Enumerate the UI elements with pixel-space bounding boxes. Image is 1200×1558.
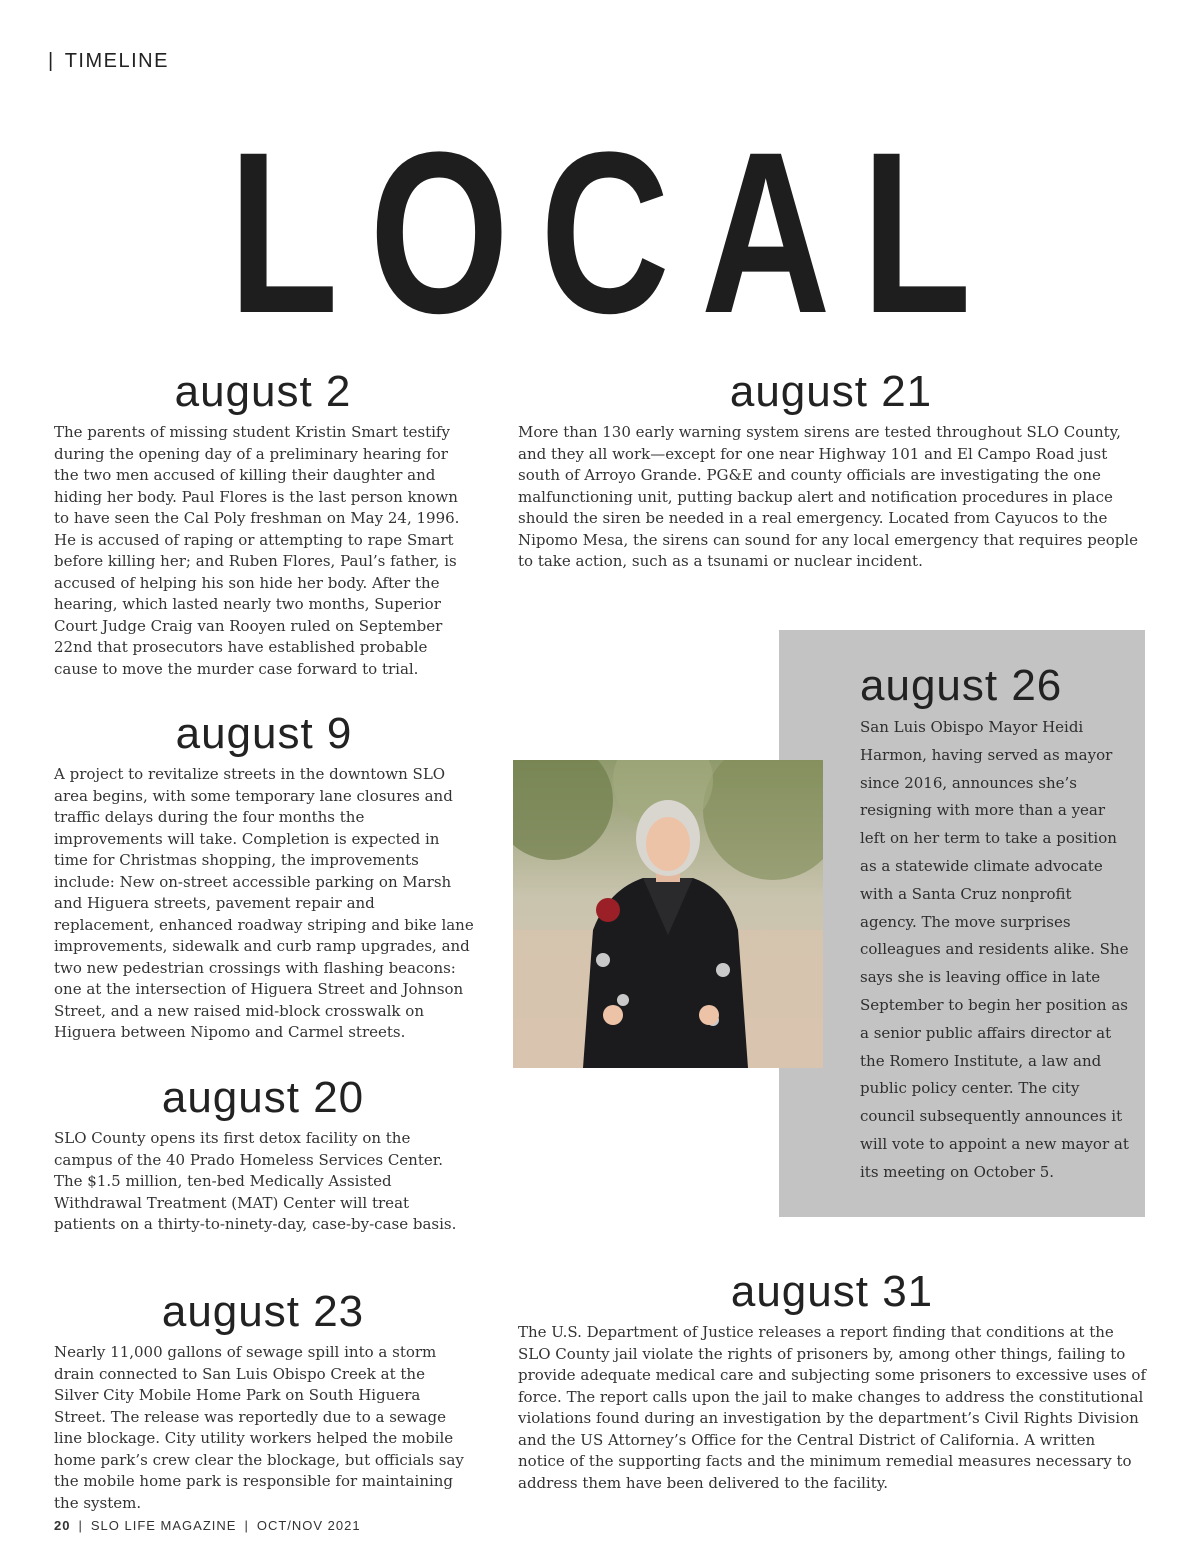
publication-name: SLO LIFE MAGAZINE: [90, 1518, 237, 1533]
entry-text: The U.S. Department of Justice releases a report finding that conditions at the SLO County jail violate the rights of prisoners by, among other things, failing to provide adequate medical care and subjecting some prisoners to excessive uses of force. The report calls upon the jail to make changes to address the constitutional violations found during an investigation by the department’s Civil Rights Division and the US Attorney’s Office for the Central District of California. A written notice of the supporting facts and the minimum remedial measures necessary to address them have been delivered to the facility.: [518, 1323, 1147, 1492]
page-title: LOCAL: [228, 104, 1003, 361]
timeline-entry-aug-23: [54, 1287, 472, 1514]
entry-date: august 26: [860, 661, 1063, 710]
entry-text: Nearly 11,000 gallons of sewage spill into a storm drain connected to San Luis Obispo Creek at the Silver City Mobile Home Park on South Higuera Street. The release was reportedly due to a sewage line blockage. City utility workers helped the mobile home park’s crew clear the blockage, but officials say the mobile home park is responsible for maintaining the system.: [54, 1343, 464, 1512]
page-footer: 20 | SLO LIFE MAGAZINE | OCT/NOV 2021: [54, 1518, 361, 1533]
entry-date: august 9: [175, 709, 353, 758]
timeline-entry-aug-2: [54, 367, 472, 680]
mayor-portrait-photo: [513, 760, 823, 1068]
entry-date: august 21: [729, 367, 933, 416]
timeline-entry-aug-9: [54, 709, 474, 1044]
entry-date: august 31: [730, 1267, 934, 1316]
section-label: | TIMELINE: [48, 50, 169, 72]
entry-date: august 20: [161, 1073, 365, 1122]
entry-date: august 23: [161, 1287, 365, 1336]
section-label-text: TIMELINE: [64, 50, 169, 72]
entry-text: A project to revitalize streets in the downtown SLO area begins, with some temporary lane closures and traffic delays during the four months the improvements will take. Completion is expected in time for Christmas shopping, the improvements include: New on-street accessible parking on Marsh and Higuera streets, pavement repair and replacement, enhanced roadway striping and bike lane improvements, sidewalk and curb ramp upgrades, and two new pedestrian crossings with flashing beacons: one at the intersection of Higuera Street and Johnson Street, and a new raised mid-block crosswalk on Higuera between Nipomo and Carmel streets.: [54, 765, 474, 1041]
page-number: 20: [54, 1518, 71, 1533]
entry-text: San Luis Obispo Mayor Heidi Harmon, having served as mayor since 2016, announces she’s resigning with more than a year left on her term to take a position as a statewide climate advocate with a Santa Cruz nonprofit agency. The move surprises colleagues and residents alike. She says she is leaving office in late September to begin her position as a senior public affairs director at the Romero Institute, a law and public policy center. The city council subsequently announces it will vote to appoint a new mayor at its meeting on October 5.: [860, 718, 1129, 1181]
entry-text: More than 130 early warning system sirens are tested throughout SLO County, and they all work—except for one near Highway 101 and El Campo Road just south of Arroyo Grande. PG&E and county officials are investigating the one malfunctioning unit, putting backup alert and notification procedures in place should the siren be needed in a real emergency. Located from Cayucos to the Nipomo Mesa, the sirens can sound for any local emergency that requires people to take action, such as a tsunami or nuclear incident.: [518, 423, 1139, 570]
timeline-entry-aug-31: [518, 1267, 1147, 1494]
entry-text: SLO County opens its first detox facility on the campus of the 40 Prado Homeless Services Center. The $1.5 million, ten-bed Medically Assisted Withdrawal Treatment (MAT) Center will treat patients on a thirty-to-ninety-day, case-by-case basis.: [54, 1129, 457, 1233]
entry-date: august 2: [174, 367, 352, 416]
timeline-entry-aug-21: [518, 367, 1144, 573]
timeline-entry-aug-26: [860, 661, 1130, 1187]
issue-date: OCT/NOV 2021: [256, 1518, 361, 1533]
portrait-illustration: [513, 760, 823, 1068]
timeline-entry-aug-20: [54, 1073, 472, 1236]
entry-text: The parents of missing student Kristin Smart testify during the opening day of a preliminary hearing for the two men accused of killing their daughter and hiding her body. Paul Flores is the last person known to have seen the Cal Poly freshman on May 24, 1996. He is accused of raping or attempting to rape Smart before killing her; and Ruben Flores, Paul’s father, is accused of helping his son hide her body. After the hearing, which lasted nearly two months, Superior Court Judge Craig van Rooyen ruled on September 22nd that prosecutors have established probable cause to move the murder case forward to trial.: [54, 423, 460, 678]
